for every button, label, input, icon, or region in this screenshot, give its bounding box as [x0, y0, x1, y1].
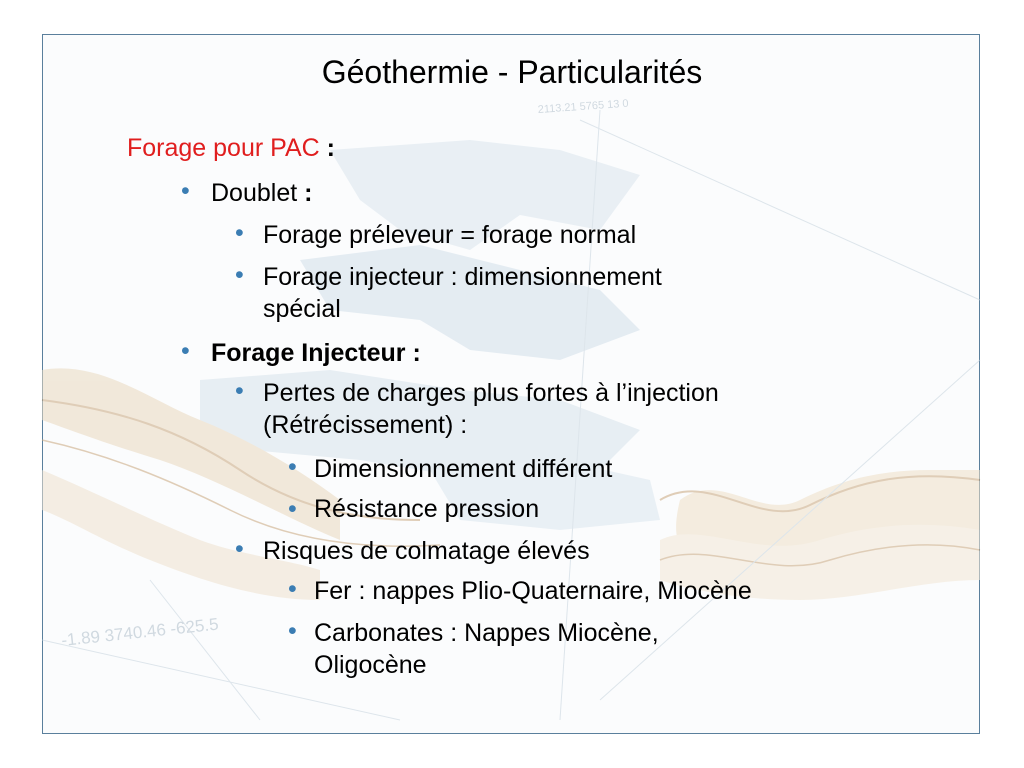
slide-title: Géothermie - Particularités	[321, 54, 703, 90]
list-item-preleveur: Forage préleveur = forage normal	[263, 221, 637, 249]
list-item-forage-injecteur: Forage Injecteur :	[211, 339, 421, 367]
section-label: Forage pour PAC	[127, 134, 320, 162]
list-item-dim-diff: Dimensionnement différent	[314, 455, 613, 483]
list-item-pertes-line2: (Rétrécissement) :	[263, 411, 468, 439]
bullet-icon: •	[288, 495, 297, 523]
list-item-injecteur-line2: spécial	[263, 295, 341, 323]
bullet-icon: •	[235, 377, 244, 405]
bullet-icon: •	[235, 219, 244, 247]
list-item-carbonates-line2: Oligocène	[314, 651, 427, 679]
section-heading	[127, 132, 335, 164]
watermark-numbers-bottom: -1.89 3740.46 -625.5	[60, 614, 220, 650]
bullet-icon: •	[288, 617, 297, 645]
list-item-fer: Fer : nappes Plio-Quaternaire, Miocène	[314, 577, 752, 605]
doublet-label: Doublet	[211, 179, 305, 207]
list-item-pertes-line1: Pertes de charges plus fortes à l’injection	[263, 379, 719, 407]
list-item-doublet	[211, 178, 312, 208]
bullet-icon: •	[181, 177, 190, 205]
list-item-carbonates-line1: Carbonates : Nappes Miocène,	[314, 619, 659, 647]
list-item-injecteur-line1: Forage injecteur : dimensionnement	[263, 263, 662, 291]
bullet-icon: •	[235, 261, 244, 289]
bullet-icon: •	[181, 337, 190, 365]
list-item-risques: Risques de colmatage élevés	[263, 537, 590, 565]
section-colon: :	[319, 134, 335, 162]
list-item-resistance: Résistance pression	[314, 495, 540, 523]
bullet-icon: •	[235, 535, 244, 563]
watermark-numbers-top: 2113.21 5765 13 0	[537, 97, 629, 116]
bullet-icon: •	[288, 453, 297, 481]
bullet-icon: •	[288, 575, 297, 603]
doublet-colon: :	[304, 179, 313, 207]
